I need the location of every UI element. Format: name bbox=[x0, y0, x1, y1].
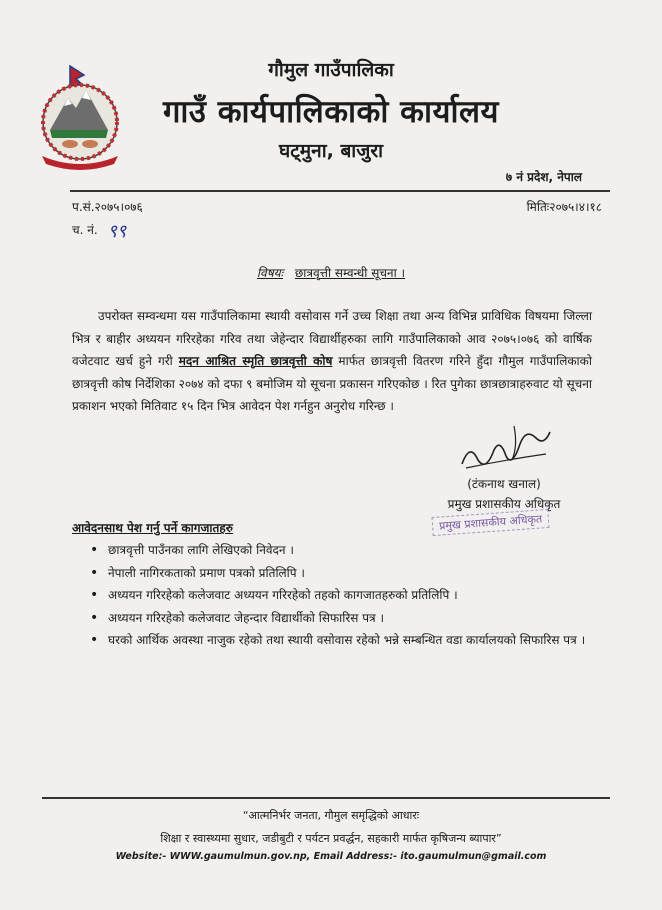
province-label: ७ नं प्रदेश, नेपाल bbox=[505, 170, 582, 184]
office-title: गाउँ कार्यपालिकाको कार्यालय bbox=[162, 94, 500, 130]
municipality-name: गौमुल गाउँपालिका bbox=[268, 59, 394, 81]
required-documents-list bbox=[86, 540, 596, 653]
body-part-2: मार्फत छात्रवृत्ती वितरण गरिने हुँदा गौमुल गाउँपालिकाको छात्रवृत्ती कोष निर्देशिका २०७४ को दफा ९ बमोजिम यो सूचना प्रकासन गरिएकोछ । रित पुगेका छात्रछात्राहरुवाट यो सूचना प्रकाशन भएको मितिवाट १५ दिन भित्र आवेदन पेश गर्नहुन अनुरोध गरिन्छ । bbox=[72, 354, 592, 413]
dispatch-number-row bbox=[72, 219, 126, 243]
handwritten-signature bbox=[456, 420, 556, 475]
notice-body bbox=[72, 305, 592, 418]
letter-date: मितिः२०७५।४।१८ bbox=[526, 200, 602, 214]
footer-tagline: शिक्षा र स्वास्थ्यमा सुधार, जडीबुटी र पर्यटन प्रवर्द्धन, सहकारी मार्फत कृषिजन्य ब्यापार” bbox=[160, 832, 502, 845]
subject-label: विषयः bbox=[256, 266, 284, 280]
scholarship-fund-name: मदन आश्रित स्मृति छात्रवृत्ती कोष bbox=[178, 354, 333, 368]
list-item: • नेपाली नागिरकताको प्रमाण पत्रको प्रतिलिपि । bbox=[86, 563, 596, 584]
official-stamp: प्रमुख प्रशासकीय अधिकृत bbox=[431, 509, 549, 536]
list-item: • छात्रवृत्ती पाउँनका लागि लेखिएको निवेदन । bbox=[86, 540, 596, 561]
signatory-title: प्रमुख प्रशासकीय अधिकृत bbox=[447, 497, 561, 511]
dispatch-label: च. नं. bbox=[72, 223, 98, 237]
body-part-1: उपरोक्त सम्वन्धमा यस गाउँपालिकामा स्थायी वसोवास गर्ने उच्च शिक्षा तथा अन्य विभिन्न प्राविधिक विषयमा जिल्ला भित्र र बाहीर अध्ययन गरिरहेका गरिव तथा जेहेन्दार विद्यार्थीहरुका लागि गाउँपालिकाको आव २०७५।०७६ को वार्षिक वजेटवाट खर्च हुने गरी bbox=[72, 309, 592, 368]
list-item: • घरको आर्थिक अवस्था नाजुक रहेको तथा स्थायी वसोवास रहेको भन्ने सम्बन्धित वडा कार्यालयको सिफारिस पत्र । bbox=[86, 630, 596, 651]
footer-divider bbox=[42, 797, 610, 799]
required-documents-heading: आवेदनसाथ पेश गर्नु पर्ने कागजातहरु bbox=[72, 521, 233, 535]
dispatch-number: ९९ bbox=[107, 221, 127, 242]
reference-number: प.सं.२०७५।०७६ bbox=[72, 200, 143, 214]
footer-contact: Website:- WWW.gaumulmun.gov.np, Email Address:- ito.gaumulmun@gmail.com bbox=[115, 851, 547, 862]
list-item: • अध्ययन गरिरहेको कलेजवाट अध्ययन गरिरहेको तहको कागजातहरुको प्रतिलिपि । bbox=[86, 585, 596, 606]
footer-motto: “आत्मनिर्भर जनता, गौमुल समृद्धिको आधारः bbox=[242, 809, 420, 822]
signatory-name: (टंकनाथ खनाल) bbox=[467, 477, 541, 491]
list-item: • अध्ययन गरिरहेको कलेजवाट जेहन्दार विद्यार्थीको सिफारिस पत्र । bbox=[86, 608, 596, 629]
header-divider bbox=[70, 190, 610, 192]
subject-line bbox=[0, 264, 662, 281]
office-location: घट्मुना, बाजुरा bbox=[278, 140, 384, 162]
subject-value: छात्रवृत्ती सम्वन्धी सूचना । bbox=[294, 266, 406, 280]
